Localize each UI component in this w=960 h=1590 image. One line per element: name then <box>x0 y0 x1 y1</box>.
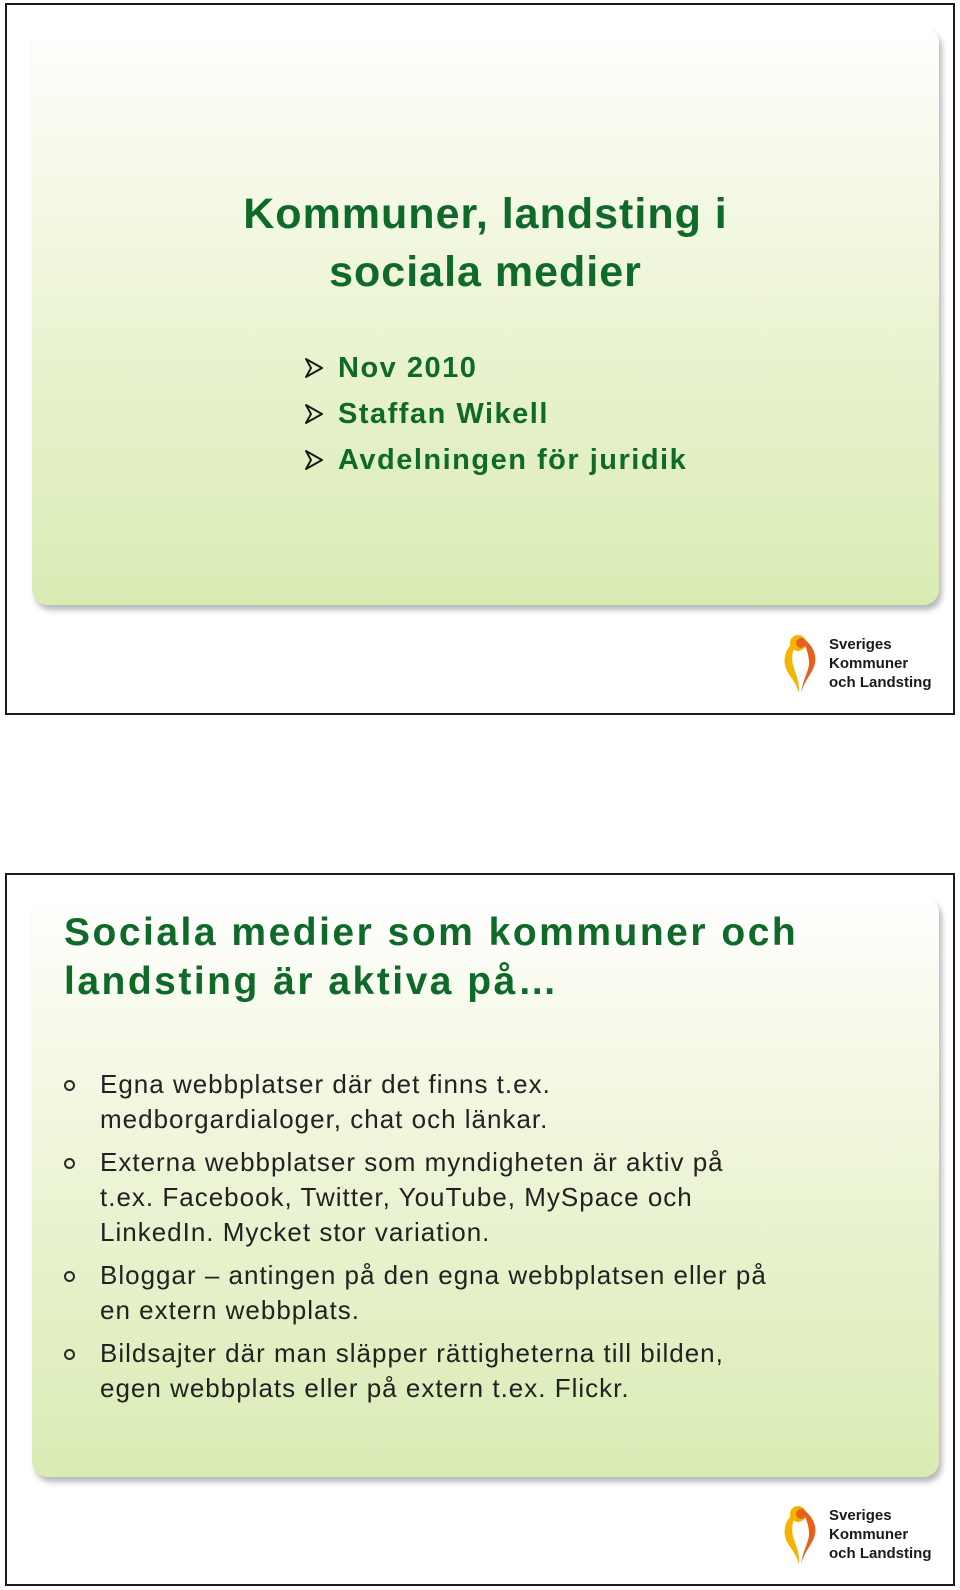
list-item-label: Avdelningen för juridik <box>338 443 688 476</box>
list-item <box>64 1067 904 1137</box>
circle-bullet-icon <box>64 1271 75 1282</box>
bullet-line: en extern webbplats. <box>100 1295 360 1325</box>
slide-2-title <box>64 908 798 1006</box>
slide-1-info-list <box>304 345 687 483</box>
slide-1 <box>5 3 955 715</box>
list-item <box>304 345 687 391</box>
bullet-line: t.ex. Facebook, Twitter, YouTube, MySpace och <box>100 1182 693 1212</box>
skl-logo <box>773 1502 933 1570</box>
slide-2-title-line-1: Sociala medier som kommuner och <box>64 911 799 954</box>
skl-logo-icon <box>773 631 825 697</box>
list-item-label: Nov 2010 <box>338 351 478 384</box>
arrow-bullet-icon <box>304 449 324 471</box>
list-item <box>64 1258 904 1328</box>
logo-line-2: Kommuner <box>829 1526 909 1543</box>
bullet-line: egen webbplats eller på extern t.ex. Flickr. <box>100 1373 630 1403</box>
logo-line-3: och Landsting <box>829 1545 932 1562</box>
circle-bullet-icon <box>64 1158 75 1169</box>
slide-2 <box>5 873 955 1586</box>
skl-logo-text <box>829 635 932 692</box>
slide-1-panel <box>32 27 939 605</box>
bullet-line: LinkedIn. Mycket stor variation. <box>100 1217 491 1247</box>
circle-bullet-icon <box>64 1080 75 1091</box>
slide-1-title-line-2: sociala medier <box>329 248 642 296</box>
list-item <box>304 391 687 437</box>
list-item <box>304 437 687 483</box>
skl-logo <box>773 631 933 699</box>
logo-line-1: Sveriges <box>829 636 892 653</box>
skl-logo-icon <box>773 1502 825 1568</box>
slide-2-bullet-list <box>64 1067 904 1414</box>
arrow-bullet-icon <box>304 357 324 379</box>
slide-2-title-line-2: landsting är aktiva på… <box>64 960 560 1003</box>
bullet-line: Bloggar – antingen på den egna webbplatsen eller på <box>100 1260 767 1290</box>
logo-line-1: Sveriges <box>829 1507 892 1524</box>
bullet-line: Egna webbplatser där det finns t.ex. <box>100 1069 551 1099</box>
logo-line-3: och Landsting <box>829 674 932 691</box>
circle-bullet-icon <box>64 1349 75 1360</box>
bullet-line: Bildsajter där man släpper rättigheterna till bilden, <box>100 1338 724 1368</box>
bullet-line: medborgardialoger, chat och länkar. <box>100 1104 549 1134</box>
skl-logo-text <box>829 1506 932 1563</box>
arrow-bullet-icon <box>304 403 324 425</box>
logo-line-2: Kommuner <box>829 655 909 672</box>
list-item <box>64 1336 904 1406</box>
list-item-label: Staffan Wikell <box>338 397 549 430</box>
bullet-line: Externa webbplatser som myndigheten är aktiv på <box>100 1147 724 1177</box>
slide-1-title-line-1: Kommuner, landsting i <box>243 190 728 238</box>
slide-1-title <box>32 185 939 301</box>
list-item <box>64 1145 904 1250</box>
